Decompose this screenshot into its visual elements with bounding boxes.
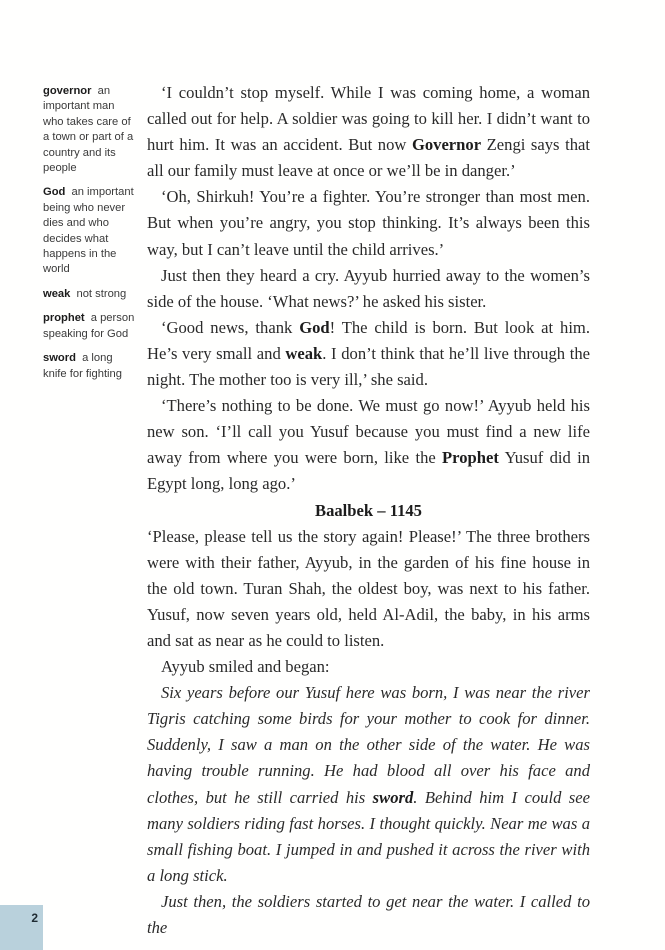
section-heading: Baalbek – 1145 <box>315 500 422 520</box>
glossary-term: governor <box>43 85 92 97</box>
text-run: ‘There’s nothing to be done. We must go now!’ Ayyub held his new son. ‘I’ll call you Yusuf because you must find a new life away from where you were born, like the <box>147 396 590 468</box>
paragraph-italic <box>147 680 590 889</box>
page-number: 2 <box>31 911 38 925</box>
text-run: ‘Good news, thank <box>161 317 300 337</box>
paragraph <box>147 315 590 393</box>
text-run: ‘I couldn’t stop myself. While I was coming home, a woman called out for help. A soldier was going to kill her. I didn’t want to hurt him. It was an accident. But now <box>147 83 590 155</box>
glossary-term: sword <box>43 352 76 365</box>
glossary-term: prophet <box>43 312 85 325</box>
main-text <box>147 80 590 941</box>
glossary-sidebar <box>43 84 135 391</box>
text-run: Six years before our Yusuf here was born, I was near the river Tigris catching some birds for your mother to cook for dinner. Suddenly, I saw a man on the other side of the water. He was having trouble running. He had blood all over his face and clothes, but he still carried his <box>147 683 590 807</box>
text-run: . I don’t think that he’ll live through the night. The mother too is very ill,’ she said. <box>147 343 590 390</box>
glossary-entry-god <box>43 185 135 277</box>
glossary-entry-governor <box>43 84 135 176</box>
glossary-word-weak: weak <box>285 343 323 363</box>
text-run: Yusuf did in Egypt long, long ago.’ <box>147 448 590 494</box>
glossary-definition: a person speaking for God <box>43 312 135 340</box>
text-run: ! The child is born. But look at him. He’s very small and <box>147 317 590 363</box>
text-run: . Behind him I could see many soldiers riding fast horses. I thought quickly. Near me was a small fishing boat. I jumped in and pushed it across the river with a long stick. <box>147 787 590 885</box>
glossary-definition: not strong <box>76 287 127 300</box>
paragraph <box>147 80 590 184</box>
glossary-term: God <box>43 186 66 199</box>
paragraph: Ayyub smiled and began: <box>161 657 330 677</box>
glossary-word-god: God <box>299 317 330 337</box>
glossary-entry-weak <box>43 287 135 302</box>
paragraph-italic: Just then, the soldiers started to get near the water. I called to the <box>147 891 590 937</box>
paragraph: ‘Oh, Shirkuh! You’re a fighter. You’re stronger than most men. But when you’re angry, you stop thinking. It’s always been this way, but I can’t leave until the child arrives.’ <box>147 187 590 259</box>
glossary-entry-sword <box>43 351 135 382</box>
glossary-word-prophet: Prophet <box>442 448 499 468</box>
glossary-word-governor: Governor <box>411 135 482 155</box>
page-number-tab <box>0 905 43 950</box>
glossary-entry-prophet <box>43 311 135 342</box>
glossary-definition: an important being who never dies and who decides what happens in the world <box>43 186 134 276</box>
paragraph: Just then they heard a cry. Ayyub hurried away to the women’s side of the house. ‘What news?’ he asked his sister. <box>147 265 590 311</box>
glossary-term: weak <box>43 287 71 300</box>
paragraph <box>147 393 590 497</box>
glossary-word-sword: sword <box>372 787 414 807</box>
text-run: Zengi says that all our family must leave at once or we’ll be in danger.’ <box>147 135 590 181</box>
paragraph: ‘Please, please tell us the story again! Please!’ The three brothers were with their father, Ayyub, in the garden of his fine house in the old town. Turan Shah, the oldest boy, was next to his father. Yusuf, now seven years old, held Al-Adil, the baby, in his arms and sat as near as he could to listen. <box>147 526 590 650</box>
glossary-definition: a long knife for fighting <box>43 352 122 380</box>
glossary-definition: an important man who takes care of a town or part of a country and its people <box>43 85 134 175</box>
